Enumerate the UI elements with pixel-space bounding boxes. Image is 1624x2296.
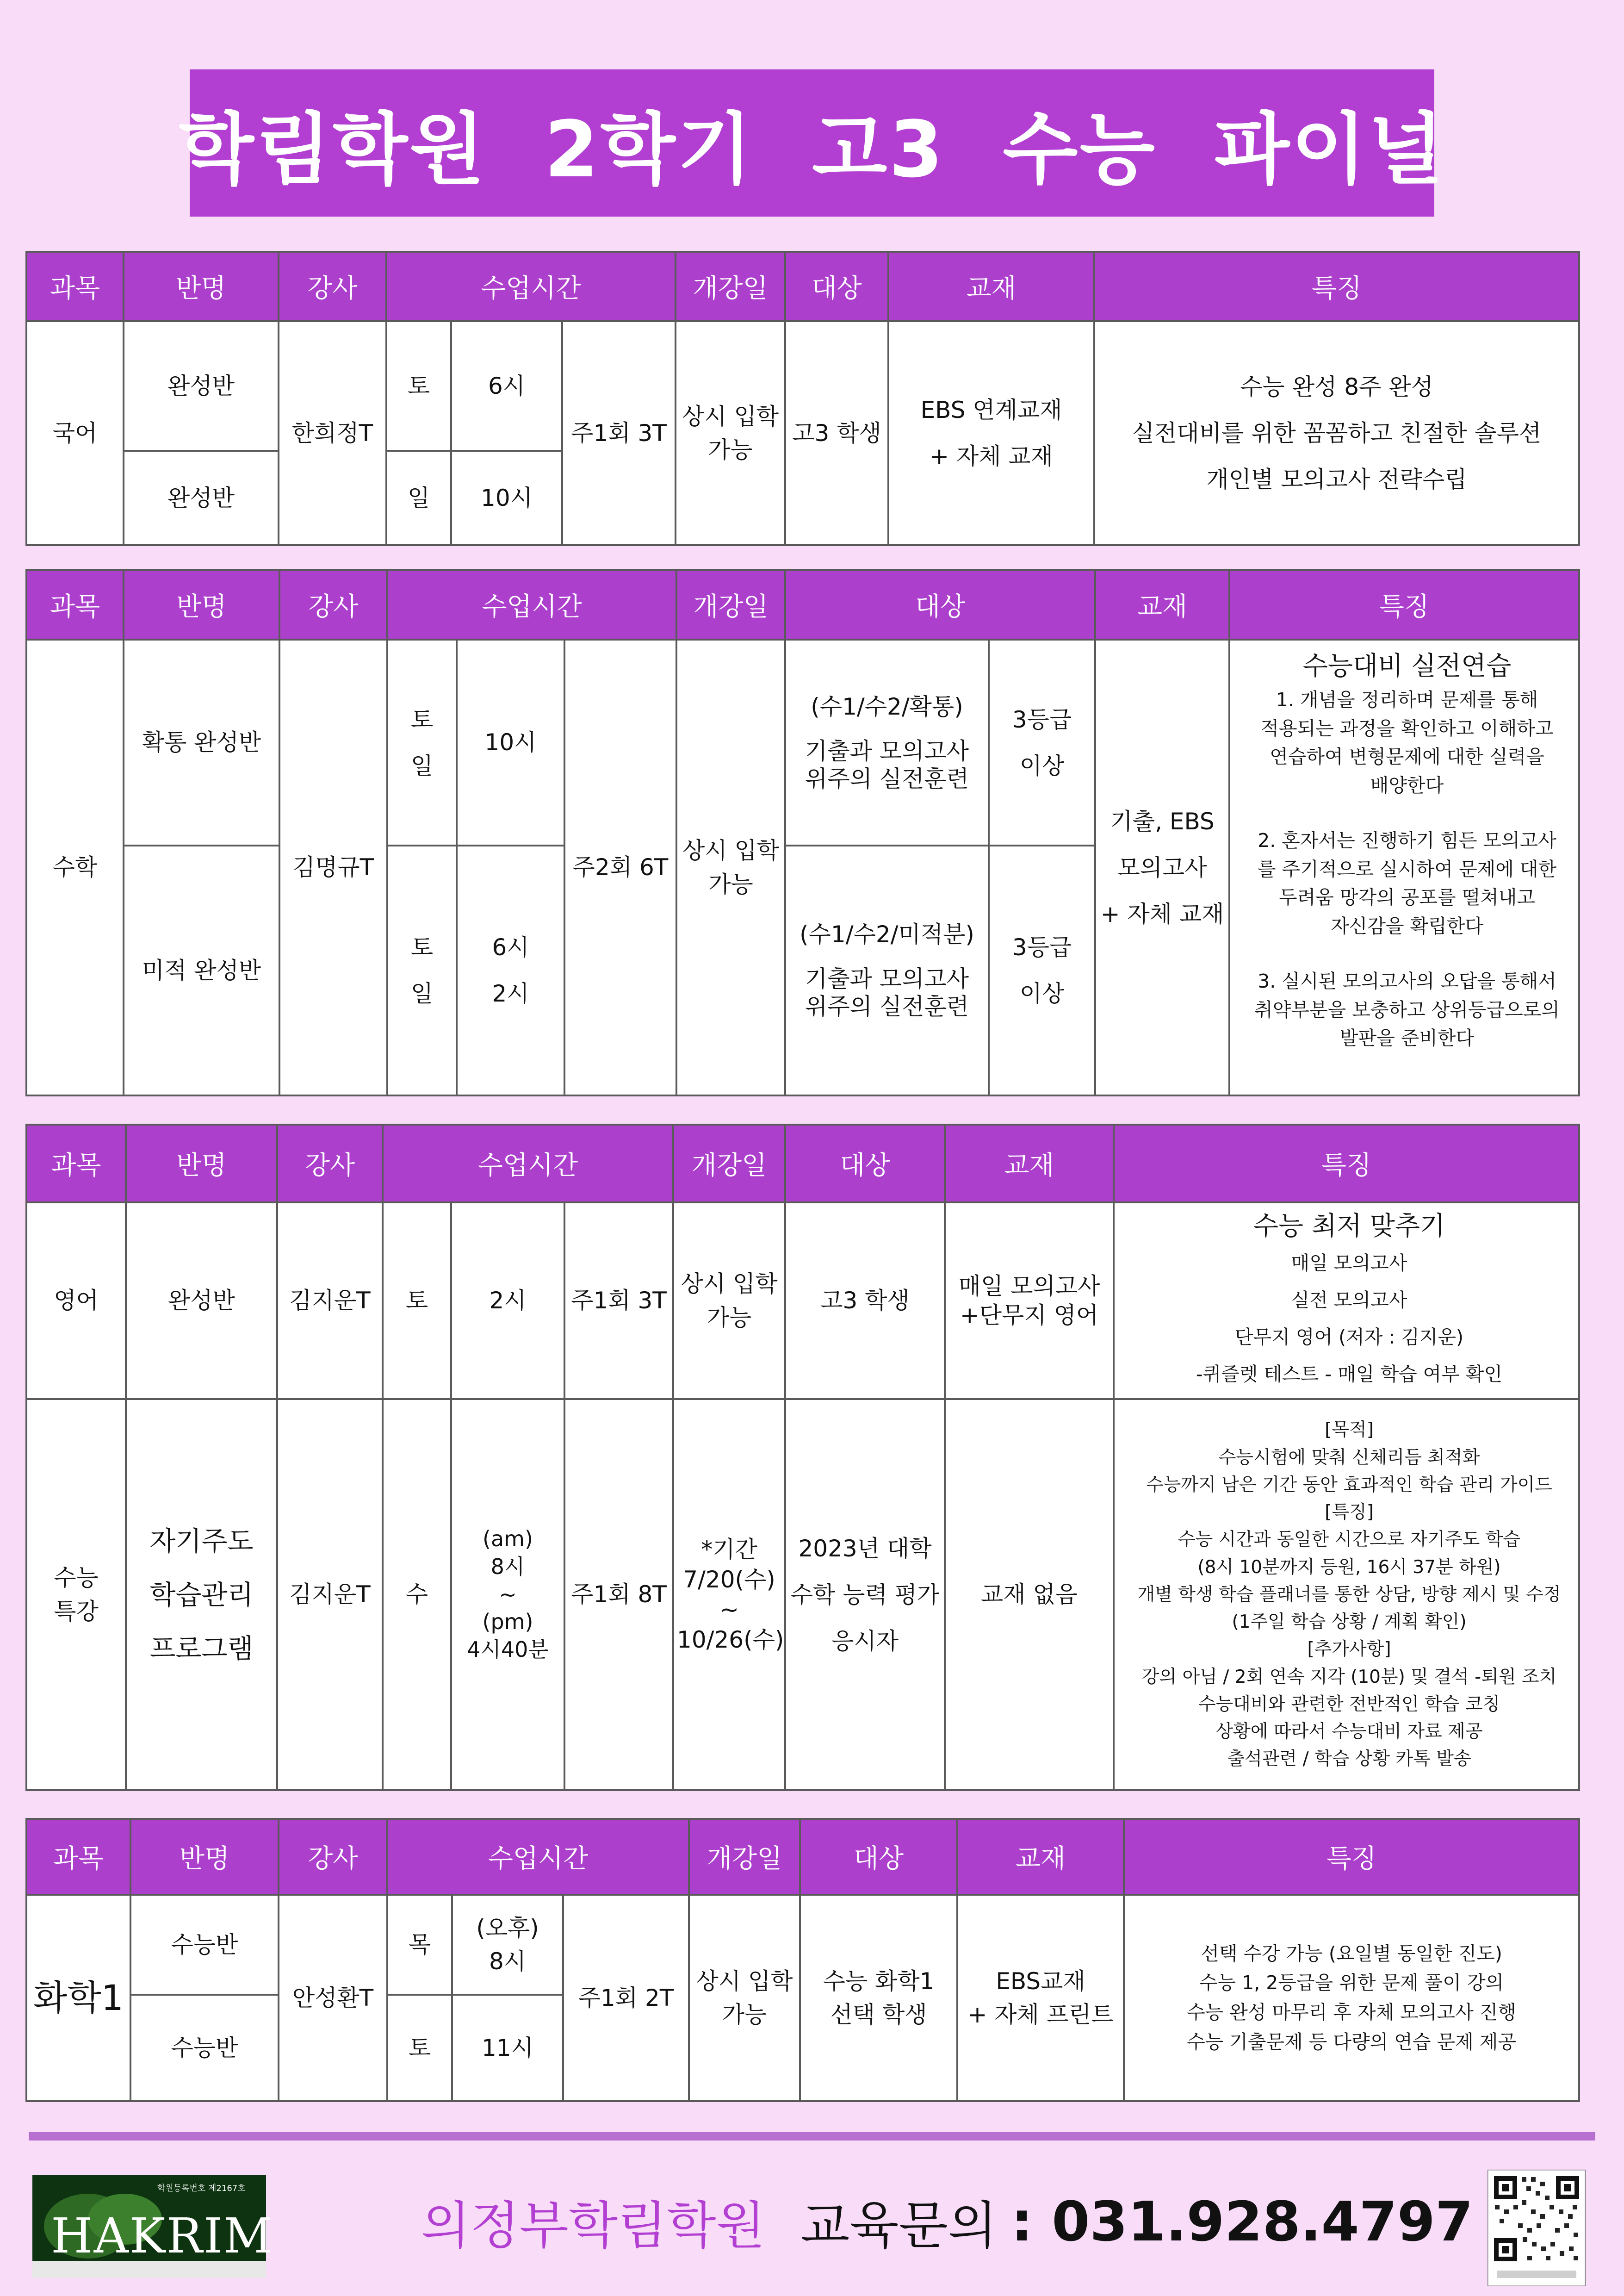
start-line: 상시 입학: [682, 837, 780, 864]
feature-line: 1. 개념을 정리하며 문제를 통해: [1276, 689, 1538, 711]
hour-line: 6시: [492, 934, 529, 961]
feature-cell: [1114, 1399, 1579, 1790]
target-line: 기출과 모의고사: [805, 965, 969, 992]
book-line: + 자체 교재: [1100, 900, 1224, 927]
hour-line: (am): [483, 1526, 533, 1551]
book-cell: [957, 1895, 1124, 2101]
book-cell: [945, 1202, 1114, 1399]
class-line: 자기주도: [149, 1525, 254, 1557]
hour-cell: 2시: [451, 1202, 564, 1399]
header-class: 반명: [126, 1125, 277, 1202]
target-cell: 고3 학생: [785, 321, 888, 545]
feature-cell: [1094, 321, 1579, 545]
subject-cell: [26, 1399, 126, 1790]
day-line: 토: [410, 706, 434, 733]
start-cell: [673, 1202, 785, 1399]
feature-line: 실전 모의고사: [1291, 1288, 1407, 1311]
target-line: 2023년 대학: [798, 1535, 932, 1562]
class-cell: 수능반: [130, 1995, 279, 2101]
header-class: 반명: [124, 252, 279, 321]
start-line: 가능: [707, 1304, 752, 1331]
start-line: 가능: [708, 871, 753, 898]
header-start: 개강일: [689, 1819, 800, 1895]
logo-text: HAKRIM: [51, 2208, 274, 2264]
header-feature: 특징: [1094, 252, 1579, 321]
frequency-cell: 주1회 3T: [564, 1202, 673, 1399]
class-cell: [126, 1399, 277, 1790]
day-cell: 수: [383, 1399, 451, 1790]
header-subject: 과목: [26, 252, 124, 321]
feature-line: (8시 10분까지 등원, 16시 37분 하원): [1197, 1556, 1501, 1578]
header-row: [26, 570, 1579, 640]
subject-line: 수능: [54, 1564, 99, 1591]
table-row: [26, 1202, 1579, 1399]
level-line: 3등급: [1012, 706, 1072, 733]
feature-line: 2. 혼자서는 진행하기 힘든 모의고사: [1258, 829, 1556, 852]
start-line: ~: [719, 1596, 739, 1623]
chemistry-table: [25, 1818, 1580, 2102]
footer-divider: [29, 2132, 1595, 2140]
feature-line: -퀴즐렛 테스트 - 매일 학습 여부 확인: [1196, 1363, 1503, 1385]
teacher-cell: 김지운T: [277, 1399, 383, 1790]
feature-line: 수능 1, 2등급을 위한 문제 풀이 강의: [1199, 1972, 1504, 1994]
start-line: 상시 입학: [696, 1967, 793, 1995]
subject-cell: 국어: [26, 321, 124, 545]
feature-line: 취약부분을 보충하고 상위등급으로의: [1254, 998, 1560, 1021]
header-start: 개강일: [673, 1125, 785, 1202]
teacher-cell: 김명규T: [279, 640, 387, 1095]
book-line: +단무지 영어: [960, 1301, 1099, 1329]
qr-code-icon[interactable]: [1488, 2170, 1586, 2286]
day-cell: 목: [387, 1895, 452, 1995]
header-target: 대상: [785, 252, 888, 321]
feature-line: [추가사항]: [1307, 1639, 1391, 1660]
header-teacher: 강사: [279, 1819, 387, 1895]
header-subject: 과목: [26, 1125, 126, 1202]
start-line: 가능: [708, 436, 753, 463]
korean-table: [25, 251, 1580, 546]
book-line: EBS교재: [996, 1967, 1085, 1995]
header-row: [26, 252, 1579, 321]
frequency-cell: 주1회 3T: [562, 321, 676, 545]
book-line: 매일 모의고사: [958, 1273, 1100, 1300]
hour-cell: 6시: [451, 321, 562, 451]
phone-number: : 031.928.4797: [1011, 2190, 1473, 2253]
book-line: + 자체 교재: [930, 443, 1053, 470]
book-cell: [1095, 640, 1229, 1095]
header-subject: 과목: [26, 1819, 130, 1895]
class-cell: 완성반: [126, 1202, 277, 1399]
subject-cell: 수학: [26, 640, 124, 1095]
target-line: 기출과 모의고사: [805, 737, 969, 765]
hour-line: (pm): [482, 1609, 533, 1635]
feature-line: 발판을 준비한다: [1339, 1027, 1475, 1049]
day-cell: [387, 846, 457, 1095]
logo-registration: 학원등록번호 제2167호: [157, 2184, 246, 2193]
table-row: [26, 321, 1579, 451]
hour-cell: [452, 1895, 563, 1995]
english-table: [25, 1124, 1580, 1791]
target-line: (수1/수2/미적분): [800, 921, 974, 948]
feature-title: 수능대비 실전연습: [1302, 651, 1512, 681]
header-start: 개강일: [676, 252, 785, 321]
book-cell: 교재 없음: [945, 1399, 1114, 1790]
level-line: 이상: [1019, 980, 1065, 1007]
feature-line: 배양한다: [1370, 774, 1444, 796]
day-cell: 토: [386, 321, 451, 451]
header-feature: 특징: [1124, 1819, 1579, 1895]
hour-line: 8시: [490, 1554, 525, 1579]
feature-line: 단무지 영어 (저자 : 김지운): [1235, 1325, 1464, 1348]
hour-cell: 10시: [451, 451, 562, 545]
header-feature: 특징: [1114, 1125, 1579, 1202]
frequency-cell: 주2회 6T: [564, 640, 676, 1095]
feature-line: 상황에 따라서 수능대비 자료 제공: [1215, 1721, 1483, 1742]
feature-line: 수능까지 남은 기간 동안 효과적인 학습 관리 가이드: [1146, 1474, 1552, 1495]
frequency-cell: 주1회 2T: [563, 1895, 689, 2101]
subject-line: 특강: [54, 1598, 99, 1625]
header-class: 반명: [124, 570, 279, 640]
header-book: 교재: [1095, 570, 1229, 640]
hour-line: 2시: [492, 980, 529, 1007]
target-cell: [785, 1399, 945, 1790]
header-target: 대상: [800, 1819, 957, 1895]
target-line: 수능 화학1: [823, 1967, 935, 1995]
target-cell: [785, 846, 989, 1095]
start-cell: [689, 1895, 800, 2101]
feature-line: 선택 수강 가능 (요일별 동일한 진도): [1201, 1942, 1502, 1965]
target-line: (수1/수2/확통): [811, 693, 963, 720]
header-start: 개강일: [676, 570, 785, 640]
target-cell: 고3 학생: [785, 1202, 945, 1399]
day-line: 일: [410, 752, 434, 779]
hour-cell: [457, 846, 564, 1095]
class-cell: 수능반: [130, 1895, 279, 1995]
day-cell: [387, 640, 457, 846]
feature-line: 매일 모의고사: [1291, 1251, 1407, 1274]
feature-line: [목적]: [1325, 1419, 1374, 1441]
header-book: 교재: [888, 252, 1094, 321]
feature-line: 를 주기적으로 실시하여 문제에 대한: [1257, 858, 1557, 880]
book-line: + 자체 프린트: [967, 2001, 1114, 2028]
header-target: 대상: [785, 570, 1095, 640]
header-time: 수업시간: [387, 570, 676, 640]
feature-cell: [1229, 640, 1579, 1095]
day-line: 토: [410, 934, 434, 961]
header-feature: 특징: [1229, 570, 1579, 640]
header-row: [26, 1819, 1579, 1895]
feature-line: 수능대비와 관련한 전반적인 학습 코칭: [1198, 1693, 1500, 1715]
header-row: [26, 1125, 1579, 1202]
level-cell: [989, 640, 1095, 846]
day-line: 일: [410, 980, 434, 1007]
header-target: 대상: [785, 1125, 945, 1202]
target-line: 수학 능력 평가: [790, 1581, 940, 1608]
start-line: 상시 입학: [681, 1270, 778, 1297]
hour-line: (오후): [476, 1914, 539, 1941]
header-book: 교재: [945, 1125, 1114, 1202]
class-cell: 미적 완성반: [124, 846, 279, 1095]
feature-line: 수능 완성 마무리 후 자체 모의고사 진행: [1187, 2001, 1516, 2023]
class-cell: 완성반: [124, 321, 279, 451]
level-line: 이상: [1019, 752, 1065, 779]
feature-line: 두려움 망각의 공포를 떨쳐내고: [1279, 886, 1536, 908]
hour-cell: 11시: [452, 1995, 563, 2101]
target-cell: [800, 1895, 957, 2101]
class-line: 프로그램: [149, 1632, 254, 1664]
day-cell: 토: [387, 1995, 452, 2101]
header-book: 교재: [957, 1819, 1124, 1895]
feature-cell: [1114, 1202, 1579, 1399]
hour-line: 4시40분: [467, 1637, 549, 1662]
book-line: 기출, EBS: [1110, 808, 1215, 835]
start-line: 7/20(수): [683, 1566, 775, 1593]
feature-cell: [1124, 1895, 1579, 2101]
start-line: *기간: [701, 1536, 757, 1563]
start-line: 10/26(수): [677, 1626, 784, 1653]
teacher-cell: 안성환T: [279, 1895, 387, 2101]
feature-line: 강의 아님 / 2회 연속 지각 (10분) 및 결석 -퇴원 조치: [1141, 1666, 1557, 1687]
feature-line: 적용되는 과정을 확인하고 이해하고: [1260, 717, 1554, 740]
feature-line: (1주일 학습 상황 / 계획 확인): [1232, 1612, 1467, 1633]
teacher-cell: 김지운T: [277, 1202, 383, 1399]
start-cell: [676, 321, 785, 545]
class-line: 학습관리: [149, 1579, 254, 1611]
hour-line: 10시: [484, 729, 537, 756]
header-time: 수업시간: [383, 1125, 673, 1202]
feature-line: 개인별 모의고사 전략수립: [1206, 466, 1467, 493]
table-row: [26, 1399, 1579, 1790]
feature-line: 출석관련 / 학습 상황 카톡 발송: [1227, 1748, 1471, 1770]
header-time: 수업시간: [386, 252, 676, 321]
feature-spacer: [1239, 800, 1575, 827]
feature-line: 수능 시간과 동일한 시간으로 자기주도 학습: [1178, 1529, 1521, 1550]
header-subject: 과목: [26, 570, 124, 640]
table-row: [26, 640, 1579, 846]
level-cell: [989, 846, 1095, 1095]
feature-line: 자신감을 확립한다: [1331, 915, 1483, 937]
start-line: 상시 입학: [682, 403, 779, 430]
subject-cell: 화학1: [26, 1895, 130, 2101]
math-table: [25, 569, 1580, 1096]
feature-line: 수능 기출문제 등 다량의 연습 문제 제공: [1187, 2030, 1516, 2053]
target-line: 응시자: [831, 1627, 899, 1655]
feature-title: 수능 최저 맞추기: [1253, 1211, 1445, 1242]
book-line: EBS 연계교재: [920, 397, 1062, 423]
feature-line: 수능시험에 맞춰 신체리듬 최적화: [1218, 1447, 1480, 1468]
hour-line: 8시: [489, 1948, 527, 1975]
header-teacher: 강사: [277, 1125, 383, 1202]
feature-line: 3. 실시된 모의고사의 오답을 통해서: [1258, 970, 1556, 992]
feature-line: 연습하여 변형문제에 대한 실력을: [1270, 746, 1544, 768]
class-cell: 완성반: [124, 451, 279, 545]
header-teacher: 강사: [279, 252, 386, 321]
academy-name: 의정부학림학원: [421, 2196, 765, 2255]
feature-line: 수능 완성 8주 완성: [1240, 373, 1433, 400]
hakrim-logo: [32, 2175, 274, 2278]
feature-spacer: [1239, 940, 1575, 967]
start-line: 가능: [722, 2001, 767, 2028]
feature-line: 개별 학생 학습 플래너를 통한 상담, 방향 제시 및 수정: [1137, 1584, 1561, 1605]
level-line: 3등급: [1012, 934, 1072, 961]
target-cell: [785, 640, 989, 846]
feature-line: 실전대비를 위한 꼼꼼하고 친절한 솔루션: [1132, 420, 1542, 447]
hour-cell: [451, 1399, 564, 1790]
teacher-cell: 한희정T: [279, 321, 386, 545]
header-time: 수업시간: [387, 1819, 689, 1895]
day-cell: 토: [383, 1202, 451, 1399]
book-line: 모의고사: [1117, 854, 1207, 881]
start-cell: [673, 1399, 785, 1790]
hour-line: ~: [499, 1581, 517, 1607]
start-cell: [676, 640, 785, 1095]
frequency-cell: 주1회 8T: [564, 1399, 673, 1790]
class-cell: 확통 완성반: [124, 640, 279, 846]
day-cell: 일: [386, 451, 451, 545]
inquiry-label: 교육문의: [800, 2196, 998, 2255]
target-line: 위주의 실전훈련: [805, 765, 969, 792]
page-title: 학림학원 2학기 고3 수능 파이널: [190, 69, 1434, 217]
book-cell: [888, 321, 1094, 545]
target-line: 선택 학생: [830, 2001, 927, 2028]
subject-cell: 영어: [26, 1202, 126, 1399]
table-row: [26, 1895, 1579, 1995]
header-teacher: 강사: [279, 570, 387, 640]
feature-line: [특징]: [1325, 1502, 1374, 1523]
header-class: 반명: [130, 1819, 279, 1895]
target-line: 위주의 실전훈련: [805, 993, 969, 1020]
hour-cell: [457, 640, 564, 846]
